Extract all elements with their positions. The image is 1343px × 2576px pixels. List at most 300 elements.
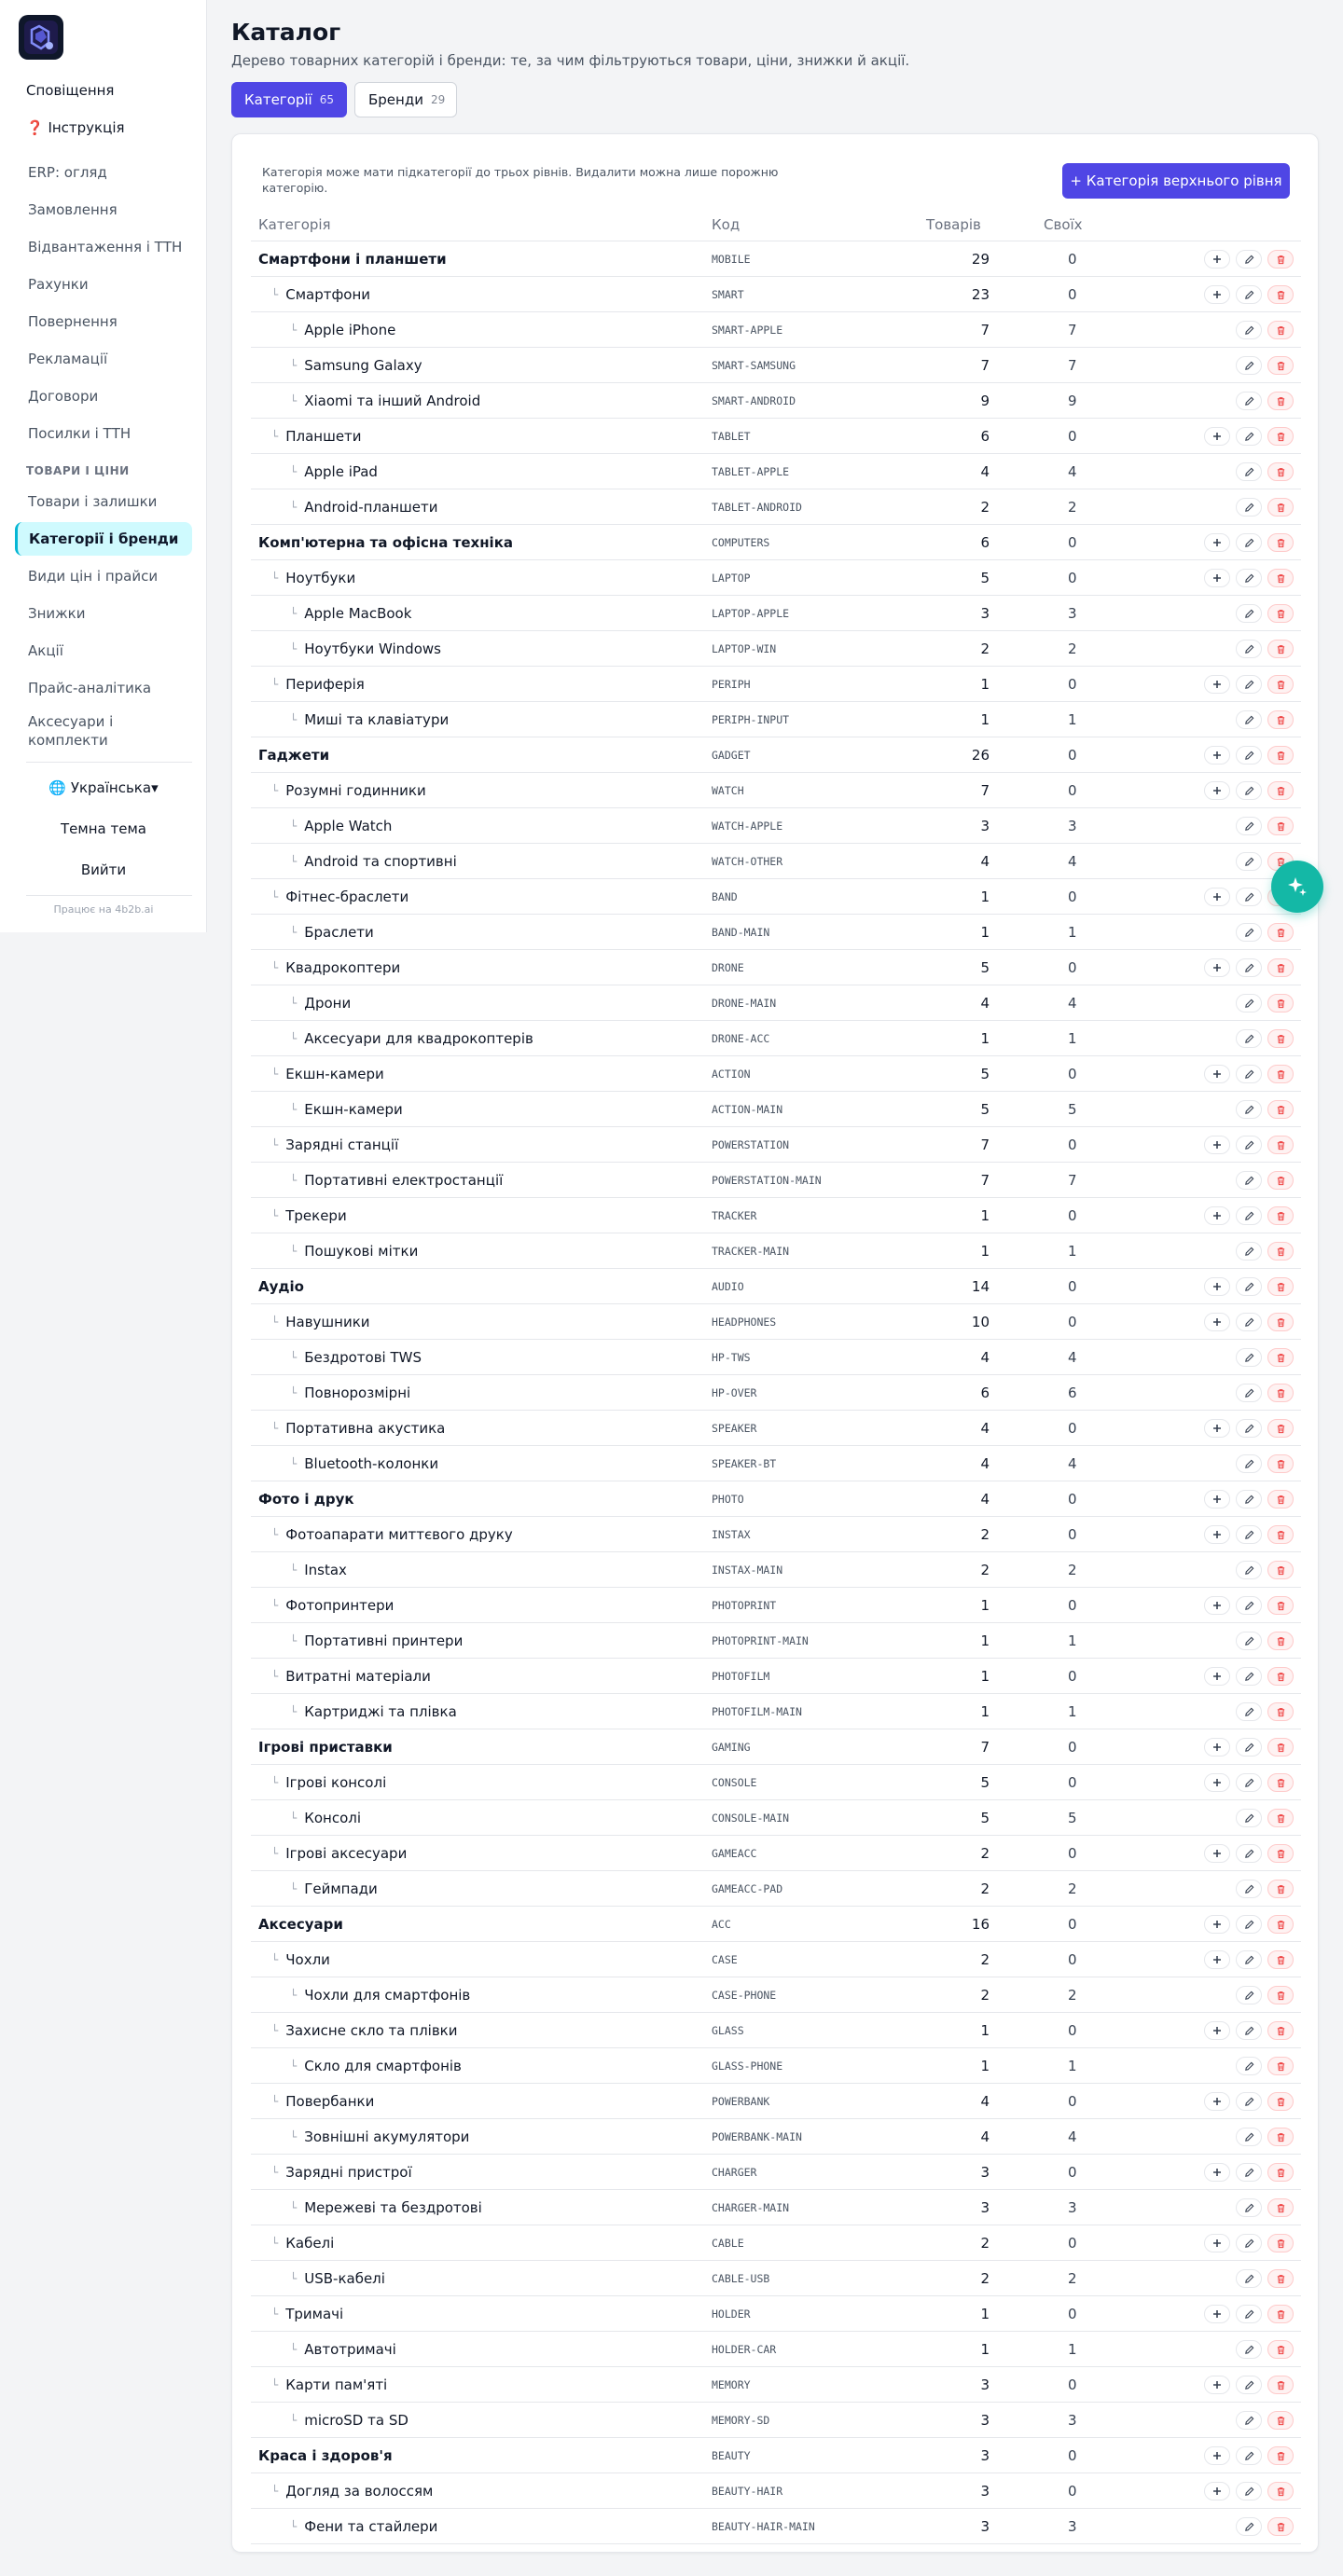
category-name-cell — [271, 1588, 394, 1622]
category-code: PHOTOPRINT-MAIN — [712, 1633, 809, 1647]
delete-category-button[interactable] — [1267, 1561, 1294, 1579]
delete-category-button[interactable] — [1267, 2163, 1294, 2182]
tree-branch-icon: └ — [271, 2094, 279, 2108]
add-subcategory-button[interactable] — [1204, 1525, 1230, 1544]
delete-category-button[interactable] — [1267, 250, 1294, 269]
category-name-cell — [290, 1871, 378, 1906]
sidebar-item-price-analytics[interactable]: Прайс-аналітика — [28, 680, 152, 696]
category-name-cell — [271, 950, 400, 985]
table-row — [251, 2048, 1301, 2084]
edit-category-button[interactable] — [1236, 1702, 1262, 1721]
edit-category-button[interactable] — [1236, 1667, 1262, 1686]
edit-category-button[interactable] — [1236, 2234, 1262, 2252]
category-name: Apple MacBook — [304, 604, 412, 622]
category-name-cell — [290, 312, 395, 347]
table-row — [251, 1836, 1301, 1871]
category-name-cell — [290, 1694, 457, 1729]
category-name-cell — [290, 1340, 422, 1374]
category-name: Ігрові консолі — [285, 1773, 387, 1791]
edit-category-button[interactable] — [1236, 640, 1262, 658]
trash-icon — [1276, 290, 1286, 300]
category-goods-count: 3 — [980, 2517, 990, 2535]
category-goods-count: 5 — [980, 1065, 990, 1082]
edit-category-button[interactable] — [1236, 710, 1262, 729]
add-subcategory-button[interactable] — [1204, 285, 1230, 304]
add-subcategory-button[interactable] — [1204, 1206, 1230, 1225]
tree-branch-icon: └ — [271, 783, 279, 797]
tree-branch-icon: └ — [290, 1811, 298, 1825]
add-subcategory-button[interactable] — [1204, 250, 1230, 269]
sidebar-item-complaints[interactable]: Рекламації — [28, 351, 108, 367]
delete-category-button[interactable] — [1267, 1809, 1294, 1827]
logout-button[interactable]: Вийти — [80, 861, 127, 878]
edit-category-button[interactable] — [1236, 852, 1262, 871]
delete-category-button[interactable] — [1267, 2128, 1294, 2146]
category-name: Картриджі та плівка — [304, 1702, 457, 1720]
delete-category-button[interactable] — [1267, 2517, 1294, 2536]
edit-category-button[interactable] — [1236, 2446, 1262, 2465]
delete-category-button[interactable] — [1267, 1206, 1294, 1225]
delete-category-button[interactable] — [1267, 1100, 1294, 1119]
plus-icon — [1212, 1920, 1222, 1929]
category-code: WATCH-OTHER — [712, 854, 783, 868]
pencil-icon — [1244, 1176, 1254, 1186]
tree-branch-icon: └ — [290, 854, 298, 868]
edit-category-button[interactable] — [1236, 2198, 1262, 2217]
delete-category-button[interactable] — [1267, 2021, 1294, 2040]
category-name: Ігрові аксесуари — [285, 1844, 408, 1862]
category-name: Консолі — [304, 1809, 362, 1826]
delete-category-button[interactable] — [1267, 1454, 1294, 1473]
sidebar-item-parcels[interactable]: Посилки і ТТН — [28, 425, 132, 442]
category-goods-count: 3 — [980, 2163, 990, 2181]
category-name-cell — [271, 667, 365, 701]
edit-category-button[interactable] — [1236, 1454, 1262, 1473]
row-actions — [1204, 1773, 1294, 1792]
category-code: TRACKER — [712, 1208, 757, 1222]
edit-category-button[interactable] — [1236, 2128, 1262, 2146]
delete-category-button[interactable] — [1267, 2234, 1294, 2252]
edit-category-button[interactable] — [1236, 1809, 1262, 1827]
delete-category-button[interactable] — [1267, 1915, 1294, 1934]
sidebar-item-discounts[interactable]: Знижки — [28, 605, 86, 622]
category-own-count: 0 — [1068, 1065, 1077, 1082]
edit-category-button[interactable] — [1236, 1100, 1262, 1119]
edit-category-button[interactable] — [1236, 1950, 1262, 1969]
category-name: Ноутбуки — [285, 569, 356, 586]
category-name-cell — [258, 737, 329, 772]
delete-category-button[interactable] — [1267, 1490, 1294, 1508]
add-subcategory-button[interactable] — [1204, 1313, 1230, 1331]
edit-category-button[interactable] — [1236, 888, 1262, 906]
delete-category-button[interactable] — [1267, 1136, 1294, 1154]
add-subcategory-button[interactable] — [1204, 2305, 1230, 2323]
theme-toggle[interactable]: Темна тема — [61, 820, 146, 837]
add-subcategory-button[interactable] — [1204, 781, 1230, 800]
add-subcategory-button[interactable] — [1204, 533, 1230, 552]
edit-category-button[interactable] — [1236, 321, 1262, 339]
category-goods-count: 2 — [980, 1525, 990, 1543]
sidebar-item-accessories-bundles[interactable]: Аксесуари і комплекти — [28, 713, 114, 749]
edit-category-button[interactable] — [1236, 1738, 1262, 1756]
sidebar-item-shipments[interactable]: Відвантаження і ТТН — [28, 239, 183, 255]
edit-category-button[interactable] — [1236, 1525, 1262, 1544]
add-subcategory-button[interactable] — [1204, 888, 1230, 906]
add-subcategory-button[interactable] — [1204, 1277, 1230, 1296]
table-row — [251, 2367, 1301, 2403]
table-row — [251, 1659, 1301, 1694]
edit-category-button[interactable] — [1236, 604, 1262, 623]
add-subcategory-button[interactable] — [1204, 2446, 1230, 2465]
delete-category-button[interactable] — [1267, 923, 1294, 942]
delete-category-button[interactable] — [1267, 2376, 1294, 2394]
plus-icon — [1212, 1530, 1222, 1539]
tree-branch-icon: └ — [290, 1456, 298, 1470]
delete-category-button[interactable] — [1267, 1348, 1294, 1367]
edit-category-button[interactable] — [1236, 1206, 1262, 1225]
delete-category-button[interactable] — [1267, 356, 1294, 375]
column-header-own[interactable]: Своїх — [1044, 216, 1083, 233]
delete-category-button[interactable] — [1267, 1171, 1294, 1190]
delete-category-button[interactable] — [1267, 2411, 1294, 2430]
pencil-icon — [1244, 2026, 1254, 2036]
tree-branch-icon: └ — [290, 2271, 298, 2285]
pencil-icon — [1244, 255, 1254, 265]
add-subcategory-button[interactable] — [1204, 1419, 1230, 1438]
category-goods-count: 2 — [980, 1950, 990, 1968]
page-subtitle: Дерево товарних категорій і бренди: те, за чим фільтруються товари, ціни, знижки й акції. — [231, 52, 910, 69]
edit-category-button[interactable] — [1236, 1880, 1262, 1898]
delete-category-button[interactable] — [1267, 1242, 1294, 1260]
trash-icon — [1276, 361, 1286, 371]
category-code: BAND-MAIN — [712, 925, 770, 939]
sidebar-item-price-types[interactable]: Види цін і прайси — [28, 568, 159, 585]
sidebar-item-promotions[interactable]: Акції — [28, 642, 63, 659]
add-subcategory-button[interactable] — [1204, 1915, 1230, 1934]
plus-icon — [1212, 2168, 1222, 2177]
column-header-code[interactable]: Код — [712, 216, 741, 233]
edit-category-button[interactable] — [1236, 1242, 1262, 1260]
edit-category-button[interactable] — [1236, 498, 1262, 517]
table-row — [251, 2155, 1301, 2190]
delete-category-button[interactable] — [1267, 2482, 1294, 2500]
delete-category-button[interactable] — [1267, 462, 1294, 481]
delete-category-button[interactable] — [1267, 710, 1294, 729]
delete-category-button[interactable] — [1267, 392, 1294, 410]
edit-category-button[interactable] — [1236, 1419, 1262, 1438]
category-name: Краса і здоров'я — [258, 2446, 393, 2464]
delete-category-button[interactable] — [1267, 781, 1294, 800]
edit-category-button[interactable] — [1236, 2340, 1262, 2359]
category-code: SMART-SAMSUNG — [712, 358, 796, 372]
category-name-cell — [290, 915, 374, 949]
language-selector[interactable]: 🌐 Українська▾ — [48, 779, 159, 796]
edit-category-button[interactable] — [1236, 817, 1262, 835]
add-subcategory-button[interactable] — [1204, 2376, 1230, 2394]
delete-category-button[interactable] — [1267, 604, 1294, 623]
plus-icon — [1212, 751, 1222, 760]
delete-category-button[interactable] — [1267, 2446, 1294, 2465]
row-actions — [1236, 1702, 1294, 1721]
category-code: POWERBANK — [712, 2094, 770, 2108]
delete-category-button[interactable] — [1267, 1667, 1294, 1686]
edit-category-button[interactable] — [1236, 462, 1262, 481]
edit-category-button[interactable] — [1236, 1277, 1262, 1296]
trash-icon — [1276, 432, 1286, 442]
edit-category-button[interactable] — [1236, 1065, 1262, 1083]
add-subcategory-button[interactable] — [1204, 1950, 1230, 1969]
edit-category-button[interactable] — [1236, 1490, 1262, 1508]
delete-category-button[interactable] — [1267, 1525, 1294, 1544]
table-row — [251, 2084, 1301, 2119]
edit-category-button[interactable] — [1236, 1348, 1262, 1367]
sidebar-item-products-stock[interactable]: Товари і залишки — [28, 493, 158, 510]
category-code: PERIPH — [712, 677, 751, 691]
tab-categories[interactable] — [231, 82, 347, 117]
edit-category-button[interactable] — [1236, 533, 1262, 552]
add-subcategory-button[interactable] — [1204, 746, 1230, 765]
trash-icon — [1276, 2522, 1286, 2532]
add-subcategory-button[interactable] — [1204, 2092, 1230, 2111]
add-subcategory-button[interactable] — [1204, 2163, 1230, 2182]
plus-icon — [1212, 2026, 1222, 2035]
edit-category-button[interactable] — [1236, 2092, 1262, 2111]
table-row — [251, 1056, 1301, 1092]
add-subcategory-button[interactable] — [1204, 569, 1230, 587]
trash-icon — [1276, 1778, 1286, 1788]
category-goods-count: 3 — [980, 817, 990, 834]
column-header-goods[interactable]: Товарів — [926, 216, 981, 233]
add-subcategory-button[interactable] — [1204, 427, 1230, 446]
category-name: Геймпади — [304, 1880, 378, 1897]
category-own-count: 5 — [1068, 1809, 1077, 1826]
category-goods-count: 7 — [980, 1738, 990, 1756]
add-subcategory-button[interactable] — [1204, 1136, 1230, 1154]
edit-category-button[interactable] — [1236, 356, 1262, 375]
tree-branch-icon: └ — [290, 2519, 298, 2533]
delete-category-button[interactable] — [1267, 1277, 1294, 1296]
add-subcategory-button[interactable] — [1204, 2482, 1230, 2500]
delete-category-button[interactable] — [1267, 569, 1294, 587]
tree-branch-icon: └ — [271, 1952, 279, 1966]
category-goods-count: 1 — [980, 2057, 990, 2074]
pencil-icon — [1244, 1530, 1254, 1540]
edit-category-button[interactable] — [1236, 1384, 1262, 1402]
category-own-count: 0 — [1068, 1277, 1077, 1295]
table-row — [251, 1977, 1301, 2013]
pencil-icon — [1244, 892, 1254, 902]
edit-category-button[interactable] — [1236, 781, 1262, 800]
sidebar-item-orders[interactable]: Замовлення — [28, 201, 118, 218]
pencil-icon — [1244, 963, 1254, 973]
category-own-count: 0 — [1068, 888, 1077, 905]
add-subcategory-button[interactable] — [1204, 1844, 1230, 1863]
edit-category-button[interactable] — [1236, 1986, 1262, 2004]
edit-category-button[interactable] — [1236, 2163, 1262, 2182]
delete-category-button[interactable] — [1267, 1596, 1294, 1615]
delete-category-button[interactable] — [1267, 1986, 1294, 2004]
edit-category-button[interactable] — [1236, 427, 1262, 446]
delete-category-button[interactable] — [1267, 675, 1294, 694]
add-subcategory-button[interactable] — [1204, 1490, 1230, 1508]
trash-icon — [1276, 1813, 1286, 1824]
edit-category-button[interactable] — [1236, 958, 1262, 977]
edit-category-button[interactable] — [1236, 1773, 1262, 1792]
edit-category-button[interactable] — [1236, 2305, 1262, 2323]
category-name-cell — [258, 1481, 354, 1516]
edit-category-button[interactable] — [1236, 285, 1262, 304]
category-name: USB-кабелі — [304, 2269, 385, 2287]
add-subcategory-button[interactable] — [1204, 1738, 1230, 1756]
pencil-icon — [1244, 325, 1254, 336]
delete-category-button[interactable] — [1267, 2092, 1294, 2111]
edit-category-button[interactable] — [1236, 2021, 1262, 2040]
delete-category-button[interactable] — [1267, 285, 1294, 304]
delete-category-button[interactable] — [1267, 498, 1294, 517]
add-subcategory-button[interactable] — [1204, 1596, 1230, 1615]
category-name-cell — [290, 348, 422, 382]
edit-category-button[interactable] — [1236, 392, 1262, 410]
sidebar-item-erp-overview[interactable]: ERP: огляд — [28, 164, 107, 181]
delete-category-button[interactable] — [1267, 1029, 1294, 1048]
delete-category-button[interactable] — [1267, 2340, 1294, 2359]
delete-category-button[interactable] — [1267, 817, 1294, 835]
table-row — [251, 2190, 1301, 2225]
powered-by: Працює на 4b2b.ai — [53, 903, 154, 916]
row-actions — [1204, 1738, 1294, 1756]
row-actions — [1236, 1384, 1294, 1402]
category-name-cell — [290, 1977, 470, 2012]
add-subcategory-button[interactable] — [1204, 1065, 1230, 1083]
edit-category-button[interactable] — [1236, 1915, 1262, 1934]
delete-category-button[interactable] — [1267, 2057, 1294, 2075]
edit-category-button[interactable] — [1236, 923, 1262, 942]
add-top-category-button[interactable]: + Категорія верхнього рівня — [1062, 163, 1290, 199]
delete-category-button[interactable] — [1267, 640, 1294, 658]
edit-category-button[interactable] — [1236, 746, 1262, 765]
delete-category-button[interactable] — [1267, 1738, 1294, 1756]
category-goods-count: 3 — [980, 604, 990, 622]
delete-category-button[interactable] — [1267, 427, 1294, 446]
edit-category-button[interactable] — [1236, 1844, 1262, 1863]
category-code: INSTAX — [712, 1527, 751, 1541]
add-subcategory-button[interactable] — [1204, 2021, 1230, 2040]
add-subcategory-button[interactable] — [1204, 1773, 1230, 1792]
delete-category-button[interactable] — [1267, 1632, 1294, 1650]
delete-category-button[interactable] — [1267, 1844, 1294, 1863]
edit-category-button[interactable] — [1236, 2376, 1262, 2394]
delete-category-button[interactable] — [1267, 2305, 1294, 2323]
column-header-category[interactable]: Категорія — [258, 216, 331, 233]
table-row — [251, 419, 1301, 454]
sidebar-item-invoices[interactable]: Рахунки — [28, 276, 89, 293]
delete-category-button[interactable] — [1267, 1880, 1294, 1898]
sidebar-item-contracts[interactable]: Договори — [28, 388, 99, 405]
table-row — [251, 2296, 1301, 2332]
add-subcategory-button[interactable] — [1204, 675, 1230, 694]
tab-brands-label: Бренди — [368, 91, 423, 108]
category-goods-count: 1 — [980, 1242, 990, 1260]
delete-category-button[interactable] — [1267, 746, 1294, 765]
tree-branch-icon: └ — [290, 712, 298, 726]
delete-category-button[interactable] — [1267, 1702, 1294, 1721]
add-subcategory-button[interactable] — [1204, 2234, 1230, 2252]
trash-icon — [1276, 2486, 1286, 2497]
row-actions — [1236, 640, 1294, 658]
sidebar-item-categories-brands[interactable]: Категорії і бренди — [15, 522, 192, 556]
edit-category-button[interactable] — [1236, 2482, 1262, 2500]
edit-category-button[interactable] — [1236, 1171, 1262, 1190]
edit-category-button[interactable] — [1236, 2269, 1262, 2288]
edit-category-button[interactable] — [1236, 1632, 1262, 1650]
plus-icon — [1212, 1955, 1222, 1964]
trash-icon — [1276, 2345, 1286, 2355]
row-actions — [1236, 392, 1294, 410]
category-goods-count: 5 — [980, 958, 990, 976]
edit-category-button[interactable] — [1236, 1561, 1262, 1579]
delete-category-button[interactable] — [1267, 1419, 1294, 1438]
app-logo[interactable] — [19, 15, 63, 60]
delete-category-button[interactable] — [1267, 2269, 1294, 2288]
delete-category-button[interactable] — [1267, 958, 1294, 977]
row-actions — [1236, 817, 1294, 835]
delete-category-button[interactable] — [1267, 321, 1294, 339]
tree-branch-icon: └ — [271, 2236, 279, 2250]
delete-category-button[interactable] — [1267, 1313, 1294, 1331]
edit-category-button[interactable] — [1236, 1596, 1262, 1615]
plus-icon — [1212, 1317, 1222, 1327]
delete-category-button[interactable] — [1267, 1773, 1294, 1792]
edit-category-button[interactable] — [1236, 2411, 1262, 2430]
edit-category-button[interactable] — [1236, 250, 1262, 269]
category-goods-count: 2 — [980, 1561, 990, 1578]
edit-category-button[interactable] — [1236, 1136, 1262, 1154]
category-code: WATCH-APPLE — [712, 819, 783, 833]
category-code: DRONE-ACC — [712, 1031, 770, 1045]
edit-category-button[interactable] — [1236, 994, 1262, 1012]
tree-branch-icon: └ — [271, 287, 279, 301]
row-actions — [1204, 1490, 1294, 1508]
sidebar-item-notifications[interactable]: Сповіщення — [26, 82, 115, 99]
category-code: BEAUTY-HAIR — [712, 2484, 783, 2498]
delete-category-button[interactable] — [1267, 1950, 1294, 1969]
edit-category-button[interactable] — [1236, 2057, 1262, 2075]
pencil-icon — [1244, 1743, 1254, 1753]
tab-brands[interactable] — [354, 82, 457, 117]
edit-category-button[interactable] — [1236, 1313, 1262, 1331]
add-subcategory-button[interactable] — [1204, 958, 1230, 977]
category-own-count: 4 — [1068, 852, 1077, 870]
edit-category-button[interactable] — [1236, 675, 1262, 694]
edit-category-button[interactable] — [1236, 2517, 1262, 2536]
delete-category-button[interactable] — [1267, 1384, 1294, 1402]
trash-icon — [1276, 1211, 1286, 1221]
assistant-button[interactable] — [1271, 861, 1323, 913]
sidebar-item-instructions[interactable]: ❓ Інструкція — [26, 119, 125, 136]
plus-icon — [1212, 1601, 1222, 1610]
delete-category-button[interactable] — [1267, 994, 1294, 1012]
category-code: GAMING — [712, 1740, 751, 1754]
delete-category-button[interactable] — [1267, 1065, 1294, 1083]
delete-category-button[interactable] — [1267, 533, 1294, 552]
delete-category-button[interactable] — [1267, 2198, 1294, 2217]
add-subcategory-button[interactable] — [1204, 1667, 1230, 1686]
row-actions — [1204, 2376, 1294, 2394]
trash-icon — [1276, 2309, 1286, 2320]
edit-category-button[interactable] — [1236, 1029, 1262, 1048]
edit-category-button[interactable] — [1236, 569, 1262, 587]
sidebar-item-returns[interactable]: Повернення — [28, 313, 118, 330]
